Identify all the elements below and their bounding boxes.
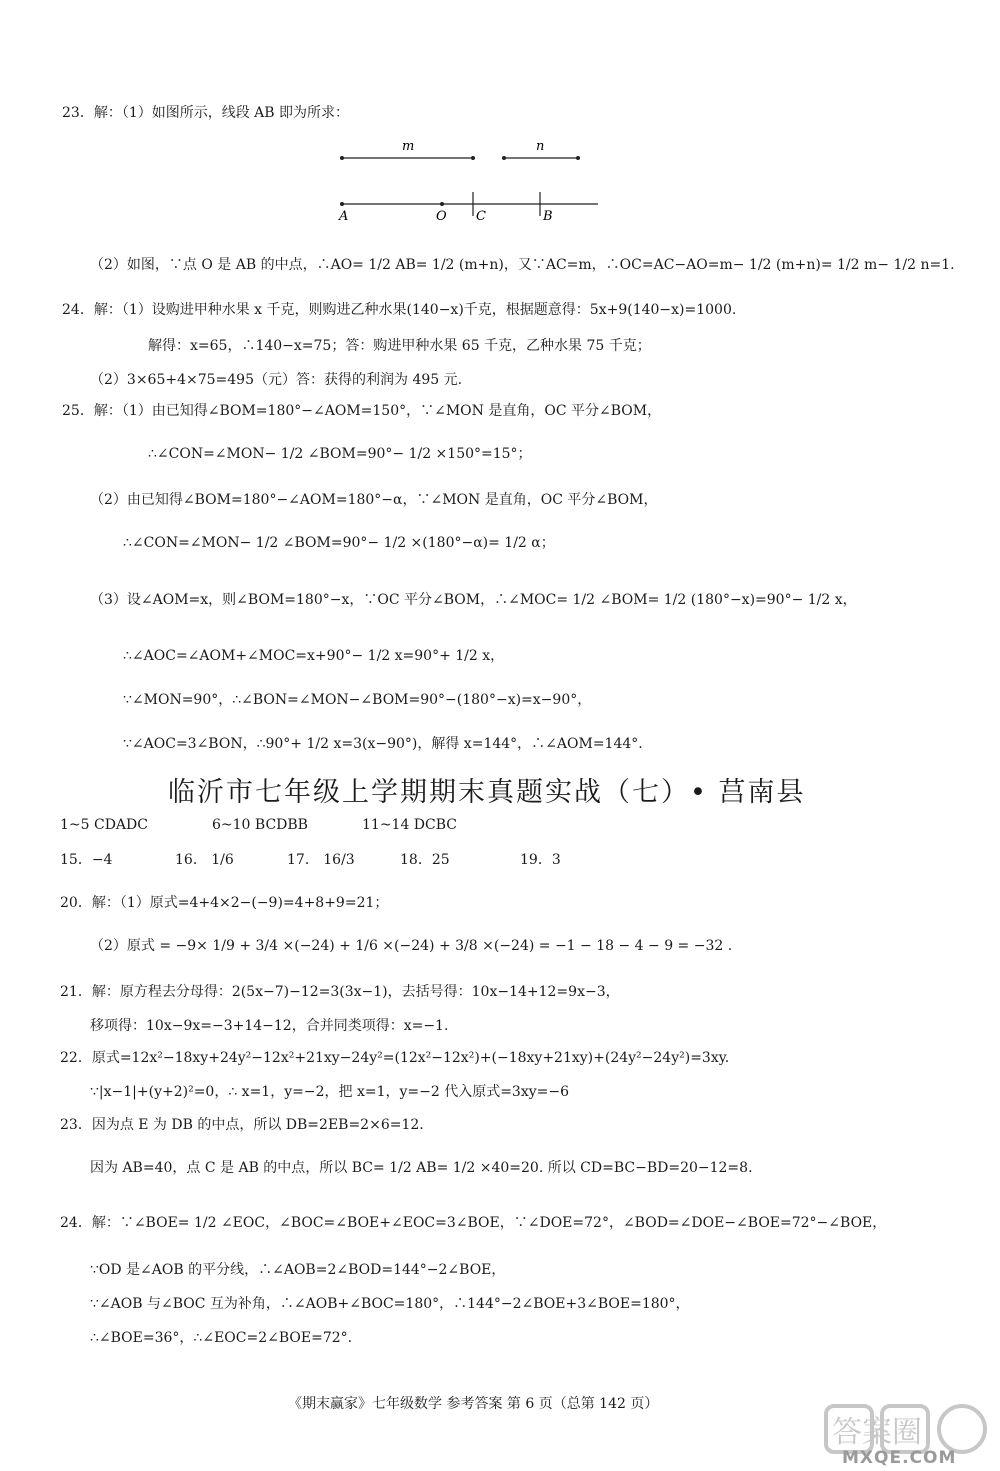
q24-line-1: 24．解：（1）设购进甲种水果 x 千克，则购进乙种水果(140−x)千克，根据题意得：5x+9(140−x)=1000.	[62, 302, 737, 318]
p23-line-1: 23．因为点 E 为 DB 的中点，所以 DB=2EB=2×6=12.	[60, 1117, 424, 1133]
answer-15: 15．−4	[60, 852, 113, 868]
q23-line-2: （2）如图，∵点 O 是 AB 的中点，∴AO= 1/2 AB= 1/2 (m+n)，又∵AC=m，∴OC=AC−AO=m− 1/2 (m+n)= 1/2 m− 1/2 n=1.	[90, 257, 955, 273]
q23-line-1: 23．解：（1）如图所示，线段 AB 即为所求：	[62, 105, 350, 121]
p24-line-1: 24．解：∵∠BOE= 1/2 ∠EOC，∠BOC=∠BOE+∠EOC=3∠BOE，∵∠DOE=72°，∠BOD=∠DOE−∠BOE=72°−∠BOE，	[60, 1215, 887, 1231]
answers-1-5: 1~5 CDADC	[60, 817, 148, 833]
q25-line-7: ∵∠MON=90°，∴∠BON=∠MON−∠BOM=90°−(180°−x)=x−90°，	[123, 692, 592, 708]
q25-line-3: （2）由已知得∠BOM=180°−∠AOM=180°−α，∵∠MON 是直角，OC 平分∠BOM，	[90, 492, 658, 508]
fig-label-C: C	[476, 209, 486, 224]
q25-line-2: ∴∠CON=∠MON− 1/2 ∠BOM=90°− 1/2 ×150°=15°；	[148, 446, 532, 462]
q25-line-1: 25．解：（1）由已知得∠BOM=180°−∠AOM=150°，∵∠MON 是直角，OC 平分∠BOM，	[62, 403, 662, 419]
p20-line-1: 20．解：（1）原式=4+4×2−(−9)=4+8+9=21；	[60, 895, 389, 911]
watermark-logo-text: 答案圈	[832, 1415, 922, 1450]
watermark-site: MXQE.COM	[842, 1448, 957, 1468]
section-title: 临沂市七年级上学期期末真题实战（七）• 莒南县	[168, 777, 806, 808]
q24-line-3: （2）3×65+4×75=495（元）答：获得的利润为 495 元.	[90, 372, 463, 388]
p21-line-1: 21．解：原方程去分母得：2(5x−7)−12=3(3x−1)，去括号得：10x−14+12=9x−3，	[60, 984, 620, 1000]
answer-16: 16． 1/6	[175, 852, 234, 868]
answer-18: 18．25	[400, 852, 450, 868]
q25-line-8: ∵∠AOC=3∠BON，∴90°+ 1/2 x=3(x−90°)，解得 x=144°，∴∠AOM=144°.	[123, 736, 643, 752]
p24-line-3: ∵∠AOB 与∠BOC 互为补角，∴∠AOB+∠BOC=180°，∴144°−2∠BOE+3∠BOE=180°，	[90, 1296, 690, 1312]
fig-label-m: m	[402, 139, 415, 154]
page-footer: 《期末赢家》七年级数学 参考答案 第 6 页（总第 142 页）	[288, 1396, 659, 1412]
segment-figure	[330, 136, 610, 226]
fig-label-B: B	[543, 209, 553, 224]
answers-6-10: 6~10 BCDBB	[212, 817, 308, 833]
p21-line-2: 移项得：10x−9x=−3+14−12，合并同类项得：x=−1.	[90, 1018, 449, 1034]
answer-17: 17． 16/3	[287, 852, 355, 868]
fig-label-A: A	[339, 209, 349, 224]
q25-line-4: ∴∠CON=∠MON− 1/2 ∠BOM=90°− 1/2 ×(180°−α)= 1/2 α；	[123, 535, 555, 551]
p22-line-2: ∵|x−1|+(y+2)²=0，∴ x=1，y=−2，把 x=1，y=−2 代入原式=3xy=−6	[90, 1084, 570, 1100]
q24-line-2: 解得：x=65，∴140−x=75；答：购进甲种水果 65 千克，乙种水果 75 千克；	[148, 338, 651, 354]
p20-line-2: （2）原式 = −9× 1/9 + 3/4 ×(−24) + 1/6 ×(−24) + 3/8 ×(−24) = −1 − 18 − 4 − 9 = −32 .	[90, 938, 733, 954]
fig-label-O: O	[436, 209, 447, 224]
p22-line-1: 22．原式=12x²−18xy+24y²−12x²+21xy−24y²=(12x²−12x²)+(−18xy+21xy)+(24y²−24y²)=3xy.	[60, 1050, 730, 1066]
answers-11-14: 11~14 DCBC	[362, 817, 458, 833]
p24-line-4: ∴∠BOE=36°，∴∠EOC=2∠BOE=72°.	[90, 1330, 353, 1346]
p24-line-2: ∵OD 是∠AOB 的平分线，∴∠AOB=2∠BOD=144°−2∠BOE，	[90, 1262, 506, 1278]
p23-line-2: 因为 AB=40，点 C 是 AB 的中点，所以 BC= 1/2 AB= 1/2 ×40=20. 所以 CD=BC−BD=20−12=8.	[90, 1160, 753, 1176]
answer-19: 19．3	[520, 852, 561, 868]
q25-line-5: （3）设∠AOM=x，则∠BOM=180°−x，∵OC 平分∠BOM，∴∠MOC= 1/2 ∠BOM= 1/2 (180°−x)=90°− 1/2 x，	[90, 592, 857, 608]
fig-label-n: n	[536, 139, 545, 154]
q25-line-6: ∴∠AOC=∠AOM+∠MOC=x+90°− 1/2 x=90°+ 1/2 x，	[123, 648, 505, 664]
